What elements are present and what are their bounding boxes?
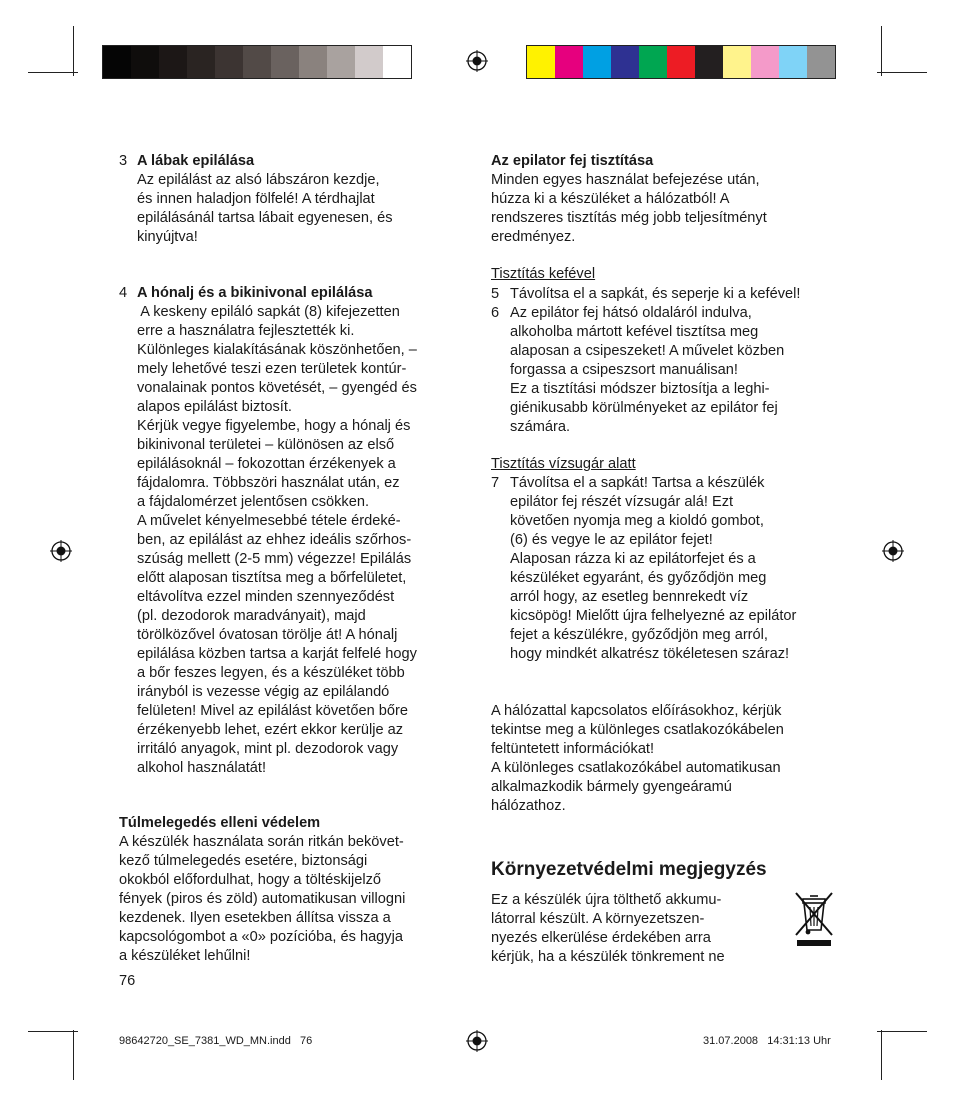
color-swatch	[243, 46, 271, 78]
text-line: feltüntetett információkat!	[491, 741, 655, 757]
text-line: Az epilátor fej hátsó oldaláról indulva,	[510, 305, 752, 321]
text-line: Ez a tisztítási módszer biztosítja a leghi-	[510, 381, 770, 397]
color-swatch	[751, 46, 779, 78]
text-line: számára.	[510, 419, 571, 435]
color-swatch	[611, 46, 639, 78]
step-number: 5	[491, 286, 500, 302]
text-line: készüléket egyaránt, és győződjön meg	[510, 570, 767, 586]
crop-mark	[877, 72, 927, 73]
text-line: epilálásánál tartsa lábait egyenesen, és	[137, 210, 393, 226]
text-line: Az epilálást az alsó lábszáron kezdje,	[137, 172, 380, 188]
text-line: Távolítsa el a sapkát, és seperje ki a kefével!	[510, 286, 801, 302]
text-line: (pl. dezodorok maradványait), majd	[137, 608, 366, 624]
color-swatch	[131, 46, 159, 78]
text-line: nyezés elkerülése érdekében arra	[491, 930, 711, 946]
crop-mark	[73, 26, 74, 76]
text-line: a készüléket lehűlni!	[119, 948, 251, 964]
step-number: 4	[119, 285, 128, 301]
text-line: hogy mindkét alkatrész tökéletesen száraz!	[510, 646, 790, 662]
text-line: kinyújtva!	[137, 229, 198, 245]
color-swatch	[695, 46, 723, 78]
text-line: Minden egyes használat befejezése után,	[491, 172, 760, 188]
color-swatch	[583, 46, 611, 78]
color-swatch	[187, 46, 215, 78]
text-line: alkoholba mártott kefével tisztítsa meg	[510, 324, 759, 340]
text-line: A hálózattal kapcsolatos előírásokhoz, kérjük	[491, 703, 782, 719]
section-heading-underarm-bikini: A hónalj és a bikinivonal epilálása	[137, 285, 373, 301]
text-line: (6) és vegye le az epilátor fejet!	[510, 532, 713, 548]
color-swatch	[159, 46, 187, 78]
legs-instructions	[137, 171, 393, 247]
mains-connection-text	[491, 702, 784, 816]
text-line: epilálása közben tartsa a karját felfelé hogy	[137, 646, 417, 662]
registration-mark-icon	[882, 540, 904, 562]
color-swatch	[555, 46, 583, 78]
text-line: kapcsológombot a «0» pozícióba, és hagyja	[119, 929, 403, 945]
text-line: irritáló anyagok, mint pl. dezodorok vagy	[137, 741, 399, 757]
grayscale-color-bar	[102, 45, 412, 79]
text-line: erre a használatra fejlesztették ki.	[137, 323, 355, 339]
text-line: előtt alaposan tisztítsa meg a bőrfelületet,	[137, 570, 407, 586]
text-line: A különleges csatlakozókábel automatikusan	[491, 760, 781, 776]
brush-step-6	[510, 304, 784, 437]
overheating-text	[119, 833, 405, 966]
text-line: epilátor fej részét vízsugár alá! Ezt	[510, 494, 734, 510]
registration-mark-icon	[50, 540, 72, 562]
color-swatch	[807, 46, 835, 78]
section-heading-legs: A lábak epilálása	[137, 153, 255, 169]
color-swatch	[215, 46, 243, 78]
color-swatch	[723, 46, 751, 78]
text-line: bikinivonal területei – különösen az első	[137, 437, 395, 453]
text-line: eredményez.	[491, 229, 576, 245]
text-line: érzékenyebb lehet, ezért ekkor kerülje az	[137, 722, 404, 738]
step-number: 7	[491, 475, 500, 491]
text-line: Kérjük vegye figyelembe, hogy a hónalj és	[137, 418, 411, 434]
underarm-bikini-instructions	[137, 303, 417, 778]
text-line: fájdalomra. Többszöri használat után, ez	[137, 475, 400, 491]
registration-mark-icon	[466, 50, 488, 72]
cleaning-intro	[491, 171, 767, 247]
color-swatch	[779, 46, 807, 78]
text-line: fejet a készülékre, győződjön meg arról,	[510, 627, 768, 643]
color-swatch	[327, 46, 355, 78]
text-line: törölközővel óvatosan törölje át! A hónalj	[137, 627, 398, 643]
color-swatch	[355, 46, 383, 78]
crossed-out-wheelie-bin-icon	[793, 889, 835, 953]
text-line: giénikusabb körülményeket az epilátor fej	[510, 400, 778, 416]
section-heading-overheating: Túlmelegedés elleni védelem	[119, 815, 321, 831]
text-line: felületen! Mivel az epilálást követően bőre	[137, 703, 408, 719]
text-line: alkohol használatát!	[137, 760, 266, 776]
text-line: látorral készült. A környezetszen-	[491, 911, 705, 927]
crop-mark	[881, 1030, 882, 1080]
crop-mark	[28, 1031, 78, 1032]
text-line: a bőr feszes legyen, és a készüléket több	[137, 665, 405, 681]
text-line: forgassa a csipeszsort manuálisan!	[510, 362, 738, 378]
text-line: szúság mellett (2-5 mm) végezze! Epilálás	[137, 551, 412, 567]
process-color-bar	[526, 45, 836, 79]
step-number: 3	[119, 153, 128, 169]
section-heading-cleaning: Az epilator fej tisztítása	[491, 153, 654, 169]
crop-mark	[73, 1030, 74, 1080]
crop-mark	[877, 1031, 927, 1032]
text-line: epilálásoknál – fokozottan érzékenyek a	[137, 456, 396, 472]
text-line: eltávolítva ezzel minden szennyeződést	[137, 589, 395, 605]
text-line: A művelet kényelmesebbé tétele érdeké-	[137, 513, 401, 529]
color-swatch	[299, 46, 327, 78]
text-line: A keskeny epiláló sapkát (8) kifejezetten	[137, 304, 400, 320]
color-swatch	[639, 46, 667, 78]
brush-step-5	[510, 285, 800, 304]
crop-mark	[881, 26, 882, 76]
text-line: Alaposan rázza ki az epilátorfejet és a	[510, 551, 756, 567]
text-line: A készülék használata során ritkán bekövet-	[119, 834, 404, 850]
step-number: 6	[491, 305, 500, 321]
text-line: vonalainak pontos követését, – gyengéd és	[137, 380, 417, 396]
text-line: húzza ki a készüléket a hálózatból! A	[491, 191, 730, 207]
text-line: kezdenek. Ilyen esetekben állítsa vissza a	[119, 910, 391, 926]
text-line: mely lehetővé teszi ezen területek kontúr-	[137, 361, 407, 377]
text-line: fények (piros és zöld) automatikusan villogni	[119, 891, 406, 907]
subheading-brush-cleaning: Tisztítás kefével	[491, 266, 596, 282]
subheading-water-cleaning: Tisztítás vízsugár alatt	[491, 456, 636, 472]
text-line: követően nyomja meg a kioldó gombot,	[510, 513, 764, 529]
text-line: a fájdalomérzet jelentősen csökken.	[137, 494, 370, 510]
text-line: Távolítsa el a sapkát! Tartsa a készülék	[510, 475, 765, 491]
text-line: és innen haladjon fölfelé! A térdhajlat	[137, 191, 375, 207]
text-line: rendszeres tisztítás még jobb teljesítményt	[491, 210, 767, 226]
text-line: Különleges kialakításának köszönhetően, –	[137, 342, 417, 358]
text-line: arról hogy, az esetleg bennrekedt víz	[510, 589, 749, 605]
text-line: Ez a készülék újra tölthető akkumu-	[491, 892, 722, 908]
color-swatch	[527, 46, 555, 78]
text-line: ben, az epilálást az ehhez ideális szőrhos-	[137, 532, 412, 548]
water-step-7	[510, 474, 796, 664]
timestamp-slug: 31.07.2008 14:31:13 Uhr	[703, 1035, 831, 1047]
crop-mark	[28, 72, 78, 73]
text-line: hálózathoz.	[491, 798, 566, 814]
environment-heading: Környezetvédelmi megjegyzés	[491, 859, 767, 880]
text-line: alaposan a csipeszeket! A művelet közben	[510, 343, 785, 359]
text-line: kező túlmelegedés esetére, biztonsági	[119, 853, 368, 869]
text-line: okokból előfordulhat, hogy a töltéskijelző	[119, 872, 382, 888]
text-line: irányból is vezesse végig az epilálandó	[137, 684, 390, 700]
file-slug: 98642720_SE_7381_WD_MN.indd 76	[119, 1035, 313, 1047]
color-swatch	[383, 46, 411, 78]
text-line: alkalmazkodik bármely gyengeáramú	[491, 779, 732, 795]
text-line: tekintse meg a különleges csatlakozókábelen	[491, 722, 784, 738]
registration-mark-icon	[466, 1030, 488, 1052]
text-line: kicsöpög! Mielőtt újra felhelyezné az epilátor	[510, 608, 797, 624]
text-line: alapos epilálást biztosít.	[137, 399, 292, 415]
page-number: 76	[119, 973, 136, 989]
color-swatch	[667, 46, 695, 78]
color-swatch	[271, 46, 299, 78]
environment-text	[491, 891, 725, 967]
text-line: kérjük, ha a készülék tönkrement ne	[491, 949, 725, 965]
color-swatch	[103, 46, 131, 78]
